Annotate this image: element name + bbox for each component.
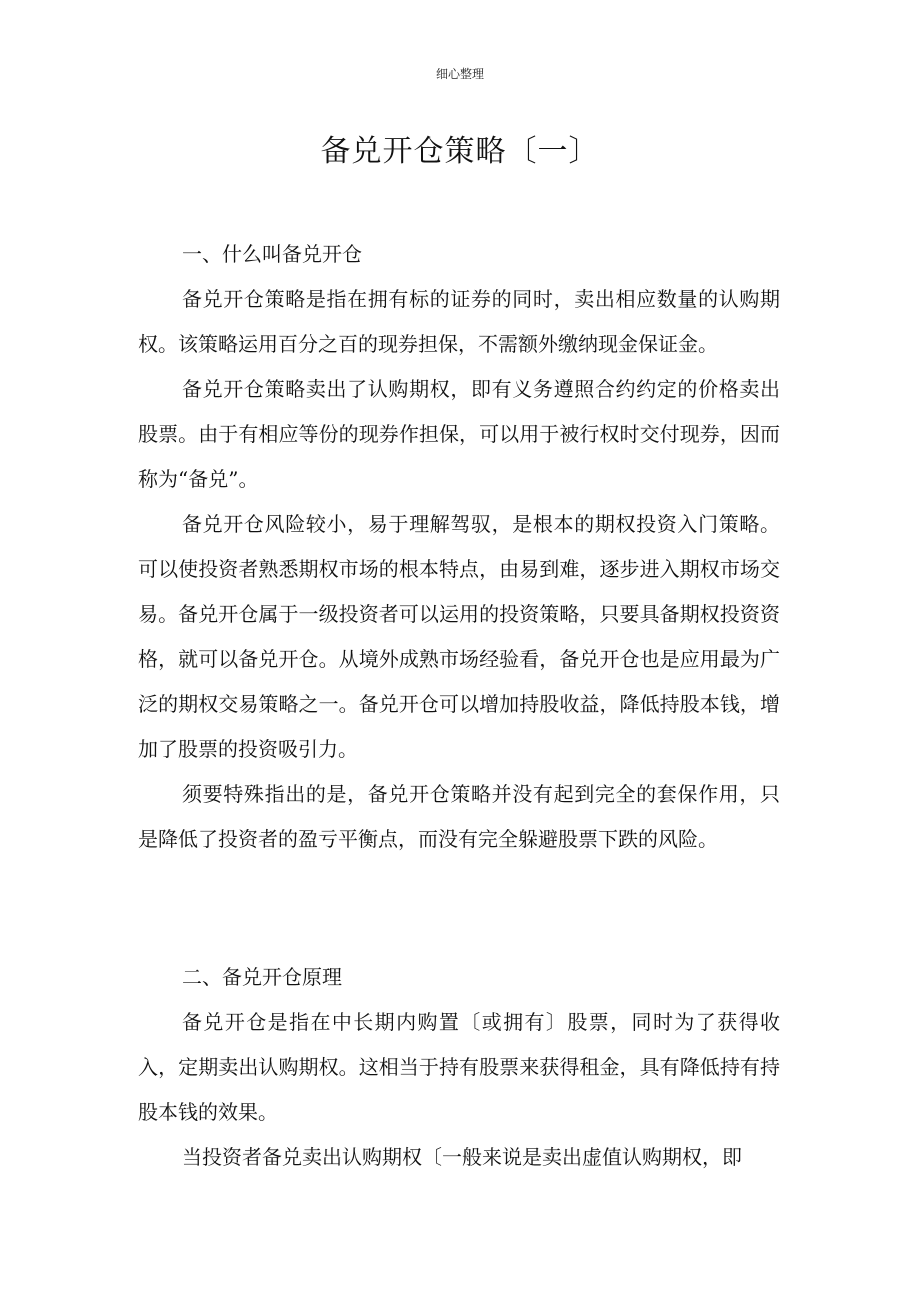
paragraph: 备兑开仓策略是指在拥有标的证券的同时，卖出相应数量的认购期权。该策略运用百分之百的现券担保，不需额外缴纳现金保证金。 — [138, 287, 780, 356]
paragraph: 须要特殊指出的是，备兑开仓策略并没有起到完全的套保作用，只是降低了投资者的盈亏平衡点，而没有完全躲避股票下跌的风险。 — [138, 782, 780, 851]
paragraph: 当投资者备兑卖出认购期权〔一般来说是卖出虚值认购期权，即 — [182, 1145, 742, 1169]
section-heading: 二、备兑开仓原理 — [182, 965, 342, 989]
section-heading: 一、什么叫备兑开仓 — [182, 242, 362, 266]
document-title: 备兑开仓策略〔一〕 — [320, 134, 600, 169]
paragraph: 备兑开仓是指在中长期内购置〔或拥有〕股票，同时为了获得收入，定期卖出认购期权。这相当于持有股票来获得租金，具有降低持有持股本钱的效果。 — [138, 1010, 780, 1124]
page-header-note: 细心整理 — [435, 67, 484, 81]
section-covered-call-principle — [138, 955, 780, 1180]
paragraph: 备兑开仓策略卖出了认购期权，即有义务遵照合约约定的价格卖出股票。由于有相应等份的现券作担保，可以用于被行权时交付现券，因而称为“备兑”。 — [138, 377, 780, 491]
paragraph: 备兑开仓风险较小，易于理解驾驭，是根本的期权投资入门策略。可以使投资者熟悉期权市场的根本特点，由易到难，逐步进入期权市场交易。备兑开仓属于一级投资者可以运用的投资策略，只要具备期权投资资格，就可以备兑开仓。从境外成熟市场经验看，备兑开仓也是应用最为广泛的期权交易策略之一。备兑开仓可以增加持股收益，降低持股本钱，增加了股票的投资吸引力。 — [138, 512, 780, 761]
section-what-is-covered-call — [138, 232, 780, 862]
